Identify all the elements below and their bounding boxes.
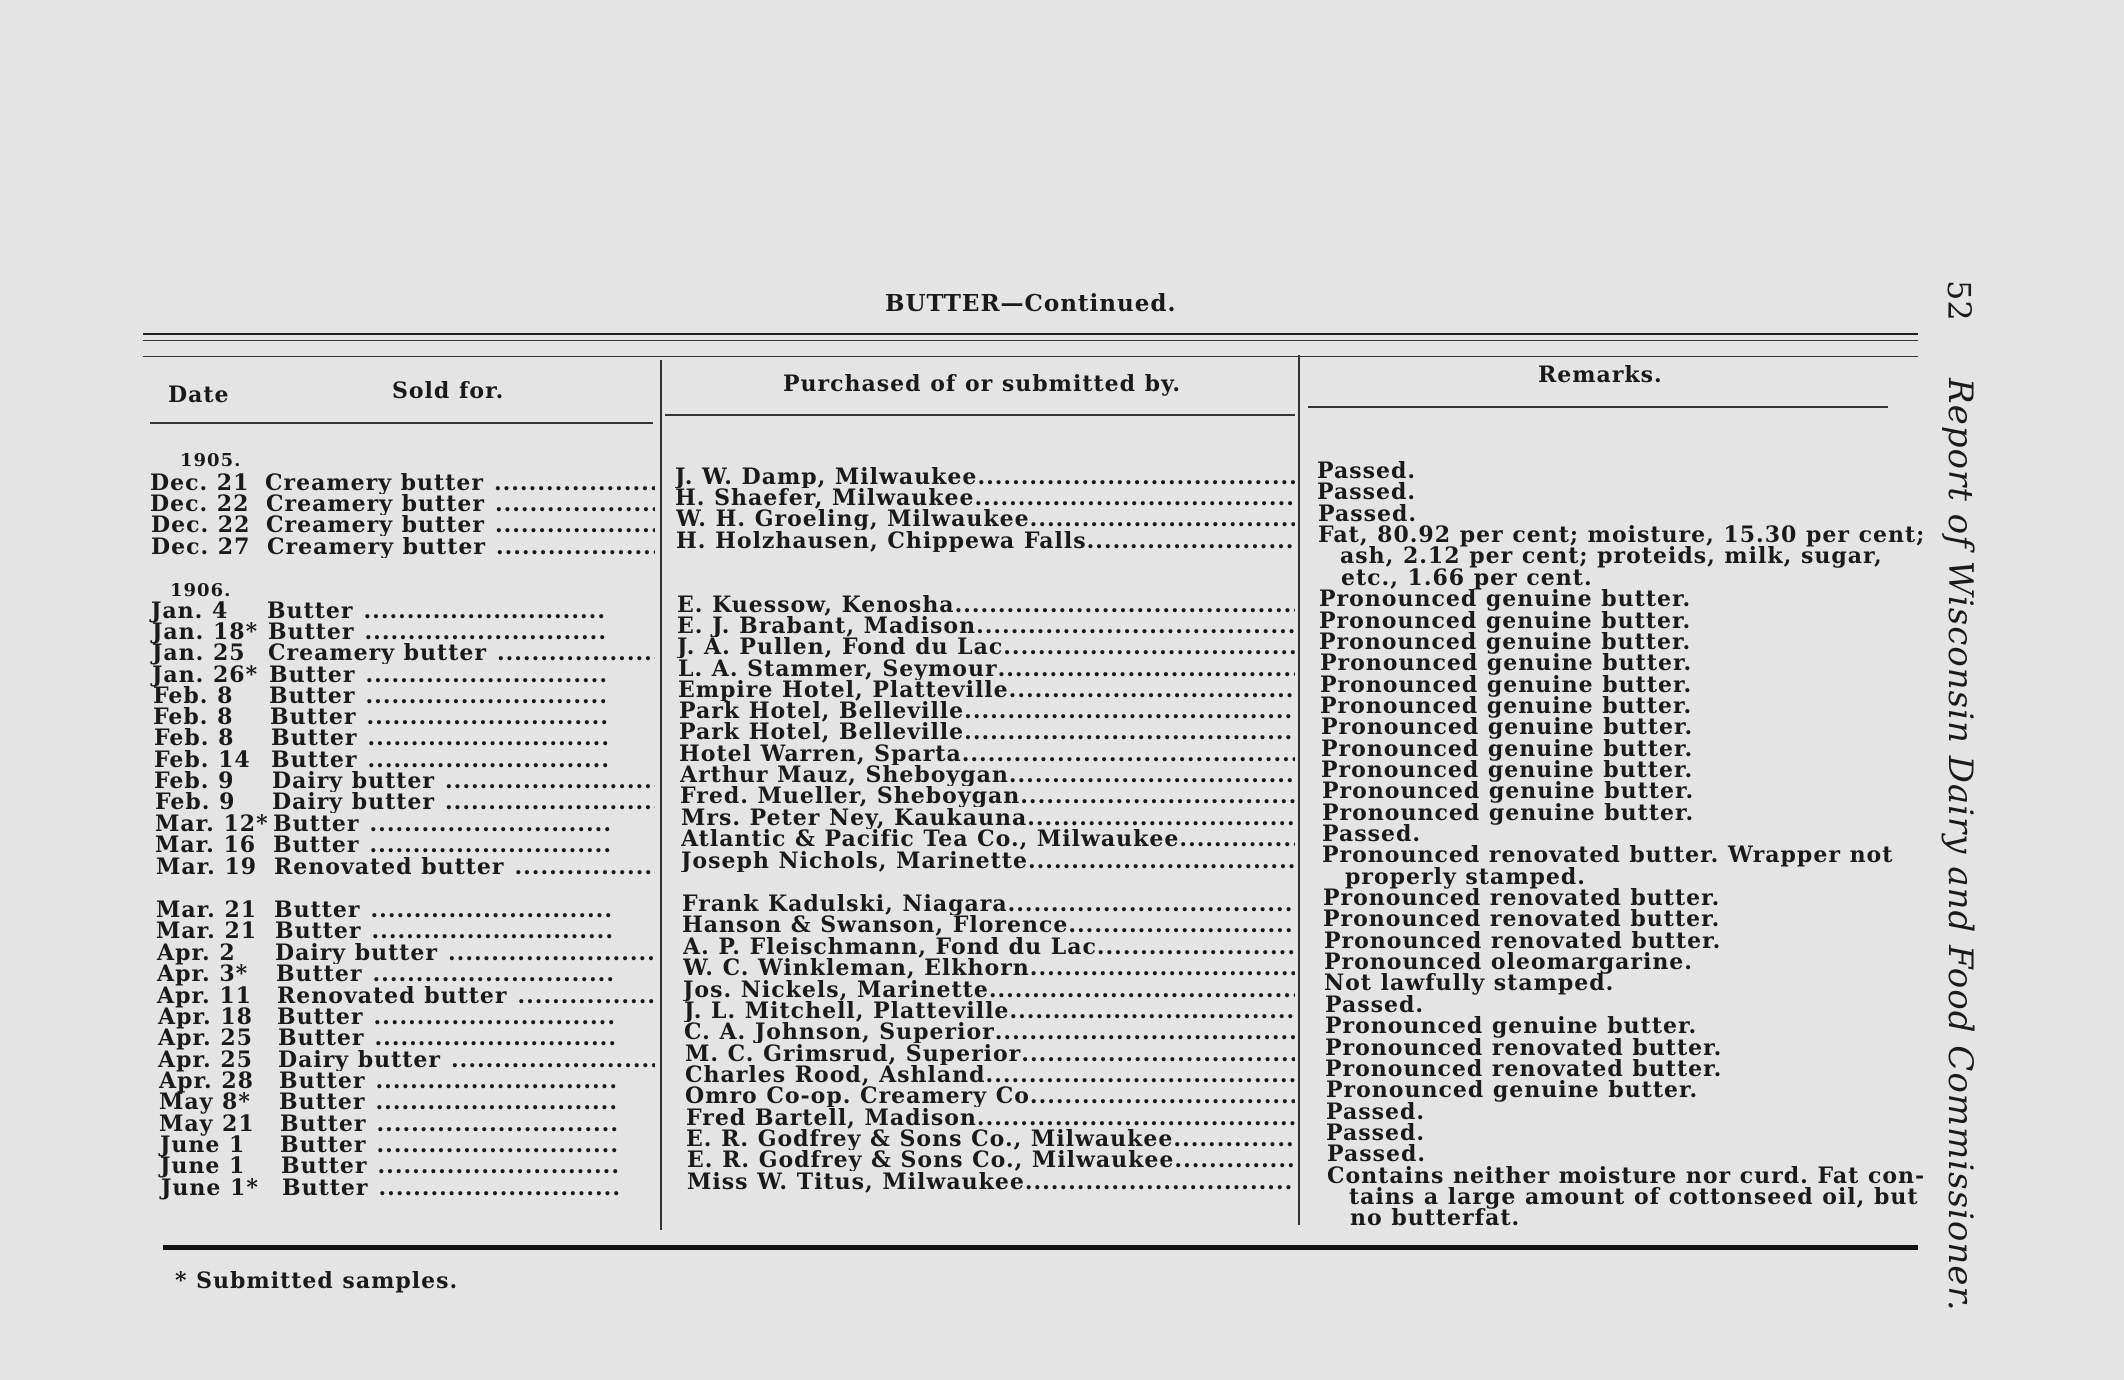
row-sold-for (276, 963, 655, 985)
row-sold-for (267, 600, 655, 622)
sold-for-text: Butter (271, 749, 358, 771)
row-date: Dec. 22 (150, 491, 250, 517)
purchased-by-text: Atlantic & Pacific Tea Co., Milwaukee (681, 828, 1180, 850)
sold-for-text: Butter (268, 621, 355, 643)
sold-for-text: Creamery butter (268, 642, 487, 664)
sold-for-text: Butter (279, 1070, 366, 1092)
year-1906: 1906. (170, 580, 232, 601)
remark-line: Passed. (1326, 1119, 1426, 1146)
sold-for-text: Butter (276, 963, 363, 985)
purchased-by-text: J. A. Pullen, Fond du Lac (677, 636, 1004, 658)
remark-line: Pronounced genuine butter. (1319, 586, 1692, 613)
dot-leader (1030, 1085, 1295, 1107)
sold-for-text: Dairy butter (275, 942, 439, 964)
row-purchased-by (683, 936, 1295, 958)
remark-line: Pronounced genuine butter. (1322, 778, 1695, 805)
purchased-by-text: Fred. Mueller, Sheboygan (680, 785, 1021, 807)
row-date: Mar. 12* (155, 811, 269, 837)
row-purchased-by (686, 1107, 1295, 1129)
column-divider-1 (660, 360, 662, 1230)
row-sold-for (268, 642, 655, 664)
remark-line: Not lawfully stamped. (1324, 970, 1615, 997)
dot-leader (364, 600, 604, 622)
purchased-by-text: Omro Co-op. Creamery Co (685, 1085, 1030, 1107)
dot-leader (976, 615, 1295, 637)
dot-leader (1020, 785, 1295, 807)
row-date: Apr. 3* (157, 961, 249, 987)
row-purchased-by (684, 1000, 1295, 1022)
row-sold-for (277, 1006, 655, 1028)
purchased-by-text: J. W. Damp, Milwaukee (675, 466, 978, 488)
sold-for-text: Renovated butter (277, 985, 508, 1007)
dot-leader (977, 1107, 1295, 1129)
row-purchased-by (682, 914, 1295, 936)
dot-leader (376, 1091, 616, 1113)
dot-leader (377, 1113, 617, 1135)
dot-leader (368, 727, 608, 749)
dot-leader (376, 1070, 616, 1092)
remark-line: etc., 1.66 per cent. (1341, 564, 1593, 591)
row-purchased-by (678, 658, 1295, 680)
sold-for-text: Renovated butter (274, 856, 505, 878)
row-date: Feb. 14 (154, 747, 251, 773)
row-date: Apr. 25 (158, 1047, 253, 1073)
year-1905: 1905. (180, 450, 242, 471)
row-purchased-by (677, 594, 1295, 616)
row-purchased-by (676, 508, 1295, 530)
purchased-by-text: Park Hotel, Belleville (679, 721, 965, 743)
dot-leader (1030, 508, 1295, 530)
column-divider-2 (1298, 355, 1300, 1225)
sold-for-text: Dairy butter (272, 791, 436, 813)
dot-leader (370, 813, 610, 835)
row-purchased-by (682, 893, 1295, 915)
purchased-by-text: Charles Rood, Ashland (685, 1064, 986, 1086)
remark-line: Passed. (1326, 1098, 1426, 1125)
row-sold-for (267, 536, 655, 558)
remark-line: Passed. (1318, 500, 1418, 527)
row-purchased-by (680, 764, 1295, 786)
sold-for-text: Butter (280, 1134, 367, 1156)
dot-leader (1174, 1149, 1295, 1171)
row-date: June 1* (161, 1175, 259, 1201)
row-date: Mar. 16 (155, 832, 257, 858)
purchased-by-text: Jos. Nickels, Marinette (683, 979, 989, 1001)
row-sold-for (265, 472, 655, 494)
header-remarks: Remarks. (1538, 362, 1663, 388)
dot-leader (496, 536, 655, 558)
sold-for-text: Butter (282, 1177, 369, 1199)
row-sold-for (271, 749, 655, 771)
bottom-rule (163, 1245, 1918, 1250)
sold-for-text: Butter (275, 920, 362, 942)
row-sold-for (279, 1091, 655, 1113)
sold-for-text: Creamery butter (267, 536, 486, 558)
row-sold-for (269, 685, 655, 707)
remark-line: ash, 2.12 per cent; proteids, milk, sugar, (1340, 543, 1883, 570)
dot-leader (1009, 1000, 1295, 1022)
dot-leader (495, 514, 655, 536)
header-rule-left (150, 422, 653, 424)
row-date: Dec. 21 (150, 470, 250, 496)
row-purchased-by (676, 530, 1295, 552)
dot-leader (365, 621, 605, 643)
row-sold-for (269, 664, 655, 686)
remark-line: Contains neither moisture nor curd. Fat con- (1327, 1162, 1926, 1189)
row-date: Apr. 18 (158, 1004, 253, 1030)
row-purchased-by (681, 828, 1295, 850)
dot-leader (995, 1021, 1295, 1043)
dot-leader (371, 899, 611, 921)
row-sold-for (268, 621, 655, 643)
remark-line: Pronounced oleomargarine. (1324, 949, 1693, 975)
sold-for-text: Butter (274, 899, 361, 921)
row-date: June 1 (160, 1132, 246, 1158)
sold-for-text: Butter (269, 685, 356, 707)
dot-leader (1025, 1171, 1295, 1193)
purchased-by-text: Mrs. Peter Ney, Kaukauna (681, 807, 1028, 829)
row-sold-for (277, 985, 655, 1007)
row-purchased-by (675, 466, 1295, 488)
page-title: BUTTER—Continued. (885, 290, 1177, 317)
purchased-by-text: W. H. Groeling, Milwaukee (676, 508, 1030, 530)
row-purchased-by (679, 743, 1295, 765)
row-purchased-by (681, 807, 1295, 829)
dot-leader (497, 642, 655, 664)
running-head: Report of Wisconsin Dairy and Food Commissioner. (1940, 378, 1980, 1312)
row-sold-for (272, 791, 655, 813)
row-date: Feb. 9 (155, 789, 236, 815)
remark-line: Pronounced genuine butter. (1321, 756, 1694, 783)
purchased-by-text: H. Holzhausen, Chippewa Falls (676, 530, 1087, 552)
sold-for-text: Creamery butter (266, 493, 485, 515)
row-date: Jan. 25 (152, 640, 246, 666)
purchased-by-text: A. P. Fleischmann, Fond du Lac (683, 936, 1097, 958)
row-purchased-by (686, 1128, 1295, 1150)
row-date: Jan. 18* (152, 619, 259, 645)
purchased-by-text: Empire Hotel, Platteville (678, 679, 1009, 701)
sold-for-text: Butter (277, 1006, 364, 1028)
row-sold-for (280, 1113, 655, 1135)
purchased-by-text: W. C. Winkleman, Elkhorn (683, 957, 1030, 979)
sold-for-text: Creamery butter (265, 472, 484, 494)
remark-line: Pronounced renovated butter. Wrapper not (1322, 842, 1894, 869)
remark-line: Pronounced genuine butter. (1321, 735, 1694, 762)
header-sold-for: Sold for. (392, 378, 505, 404)
row-sold-for (278, 1049, 655, 1071)
remark-line: Passed. (1327, 1141, 1427, 1168)
dot-leader (445, 770, 655, 792)
purchased-by-text: Hotel Warren, Sparta (679, 743, 962, 765)
row-sold-for (279, 1070, 655, 1092)
row-purchased-by (687, 1149, 1295, 1171)
sold-for-text: Butter (278, 1027, 365, 1049)
remark-line: tains a large amount of cottonseed oil, but (1349, 1183, 1919, 1210)
row-sold-for (266, 493, 655, 515)
row-sold-for (280, 1134, 655, 1156)
row-purchased-by (683, 979, 1295, 1001)
header-purchased: Purchased of or submitted by. (783, 371, 1181, 397)
remark-line: Pronounced genuine butter. (1319, 607, 1692, 634)
remark-line: Pronounced genuine butter. (1321, 714, 1694, 741)
row-purchased-by (681, 850, 1295, 872)
row-date: Mar. 21 (156, 918, 258, 944)
remark-line: properly stamped. (1345, 863, 1586, 890)
dot-leader (1097, 936, 1295, 958)
row-sold-for (272, 770, 655, 792)
row-date: Mar. 19 (156, 854, 258, 880)
row-purchased-by (683, 957, 1295, 979)
dot-leader (964, 700, 1295, 722)
row-date: Feb. 8 (154, 725, 235, 751)
row-purchased-by (685, 1043, 1295, 1065)
dot-leader (495, 493, 655, 515)
dot-leader (1009, 679, 1295, 701)
row-date: June 1 (160, 1153, 246, 1179)
top-rule-inner (143, 340, 1918, 341)
row-sold-for (274, 856, 655, 878)
dot-leader (989, 979, 1295, 1001)
dot-leader (1173, 1128, 1295, 1150)
sold-for-text: Dairy butter (272, 770, 436, 792)
dot-leader (377, 1134, 617, 1156)
purchased-by-text: E. R. Godfrey & Sons Co., Milwaukee (687, 1149, 1175, 1171)
dot-leader (977, 466, 1295, 488)
dot-leader (1008, 893, 1295, 915)
sold-for-text: Butter (273, 813, 360, 835)
row-date: May 8* (159, 1089, 251, 1115)
dot-leader (1003, 636, 1295, 658)
dot-leader (1028, 850, 1295, 872)
row-sold-for (270, 706, 655, 728)
footnote: * Submitted samples. (175, 1268, 459, 1294)
dot-leader (1030, 957, 1295, 979)
row-date: Jan. 4 (151, 598, 229, 624)
row-purchased-by (677, 636, 1295, 658)
remark-line: Fat, 80.92 per cent; moisture, 15.30 per cent; (1318, 522, 1926, 548)
row-sold-for (274, 899, 655, 921)
header-rule-mid (665, 414, 1295, 416)
dot-leader (372, 920, 612, 942)
row-date: Mar. 21 (156, 897, 258, 923)
row-sold-for (271, 727, 655, 749)
purchased-by-text: J. L. Mitchell, Platteville (684, 1000, 1010, 1022)
dot-leader (494, 472, 655, 494)
row-date: Apr. 25 (158, 1025, 253, 1051)
row-date: Apr. 28 (159, 1068, 254, 1094)
remark-line: Pronounced renovated butter. (1324, 927, 1722, 954)
row-date: Dec. 27 (151, 534, 251, 560)
remark-line: Pronounced renovated butter. (1325, 1034, 1723, 1061)
row-sold-for (281, 1155, 655, 1177)
dot-leader (1179, 828, 1295, 850)
row-date: Dec. 22 (151, 512, 251, 538)
row-purchased-by (678, 679, 1295, 701)
row-purchased-by (679, 721, 1295, 743)
dot-leader (366, 664, 606, 686)
dot-leader (964, 721, 1295, 743)
sold-for-text: Butter (267, 600, 354, 622)
sold-for-text: Butter (279, 1091, 366, 1113)
purchased-by-text: E. J. Brabant, Madison (677, 615, 977, 637)
row-purchased-by (684, 1021, 1295, 1043)
row-purchased-by (685, 1085, 1295, 1107)
row-sold-for (282, 1177, 655, 1199)
dot-leader (998, 658, 1295, 680)
remark-line: Pronounced renovated butter. (1323, 906, 1721, 933)
purchased-by-text: M. C. Grimsrud, Superior (685, 1043, 1022, 1065)
dot-leader (1021, 1043, 1295, 1065)
dot-leader (445, 791, 655, 813)
dot-leader (370, 834, 610, 856)
dot-leader (1009, 764, 1295, 786)
header-rule-right (1308, 406, 1888, 408)
row-sold-for (273, 834, 655, 856)
row-sold-for (275, 942, 655, 964)
row-date: Jan. 26* (152, 662, 259, 688)
dot-leader (514, 856, 655, 878)
sold-for-text: Butter (280, 1113, 367, 1135)
dot-leader (1087, 530, 1295, 552)
purchased-by-text: Miss W. Titus, Milwaukee (687, 1171, 1025, 1193)
remark-line: Passed. (1325, 991, 1425, 1018)
dot-leader (378, 1155, 618, 1177)
dot-leader (517, 985, 655, 1007)
dot-leader (975, 487, 1295, 509)
row-sold-for (278, 1027, 655, 1049)
remark-line: Pronounced genuine butter. (1326, 1077, 1699, 1104)
remark-line: no butterfat. (1350, 1205, 1521, 1232)
row-sold-for (275, 920, 655, 942)
remark-line: Pronounced genuine butter. (1320, 650, 1693, 677)
sold-for-text: Butter (273, 834, 360, 856)
header-date: Date (168, 382, 230, 408)
row-sold-for (266, 514, 655, 536)
sold-for-text: Butter (281, 1155, 368, 1177)
top-rule (143, 333, 1918, 335)
purchased-by-text: L. A. Stammer, Seymour (678, 658, 998, 680)
purchased-by-text: Park Hotel, Belleville (679, 700, 965, 722)
row-date: Feb. 8 (153, 704, 234, 730)
dot-leader (375, 1027, 615, 1049)
dot-leader (373, 963, 613, 985)
dot-leader (366, 685, 606, 707)
dot-leader (962, 743, 1295, 765)
remark-line: Pronounced genuine butter. (1320, 671, 1693, 698)
sold-for-text: Butter (270, 706, 357, 728)
row-date: Apr. 11 (157, 983, 252, 1009)
remark-line: Passed. (1317, 479, 1417, 506)
remark-line: Pronounced renovated butter. (1325, 1055, 1723, 1082)
dot-leader (1068, 914, 1295, 936)
remark-line: Pronounced renovated butter. (1323, 885, 1721, 911)
row-purchased-by (677, 615, 1295, 637)
purchased-by-text: Hanson & Swanson, Florence (682, 914, 1069, 936)
sold-for-text: Creamery butter (266, 514, 485, 536)
row-purchased-by (680, 785, 1295, 807)
purchased-by-text: H. Shaefer, Milwaukee (675, 487, 975, 509)
purchased-by-text: C. A. Johnson, Superior (684, 1021, 995, 1043)
dot-leader (986, 1064, 1295, 1086)
dot-leader (448, 942, 655, 964)
remark-line: Pronounced genuine butter. (1320, 692, 1693, 719)
row-purchased-by (679, 700, 1295, 722)
purchased-by-text: Fred Bartell, Madison (686, 1107, 977, 1129)
purchased-by-text: E. R. Godfrey & Sons Co., Milwaukee (686, 1128, 1174, 1150)
purchased-by-text: E. Kuessow, Kenosha (677, 594, 955, 616)
purchased-by-text: Joseph Nichols, Marinette (681, 850, 1028, 872)
dot-leader (368, 749, 608, 771)
row-date: May 21 (159, 1111, 255, 1137)
sold-for-text: Butter (271, 727, 358, 749)
row-purchased-by (675, 487, 1295, 509)
sold-for-text: Dairy butter (278, 1049, 442, 1071)
dot-leader (955, 594, 1295, 616)
remark-line: Pronounced genuine butter. (1319, 628, 1692, 655)
dot-leader (367, 706, 607, 728)
dot-leader (374, 1006, 614, 1028)
remark-line: Pronounced genuine butter. (1322, 799, 1695, 826)
purchased-by-text: Frank Kadulski, Niagara (682, 893, 1008, 915)
remark-line: Passed. (1322, 821, 1422, 847)
remark-line: Pronounced genuine butter. (1325, 1013, 1698, 1040)
row-purchased-by (687, 1171, 1295, 1193)
dot-leader (451, 1049, 655, 1071)
header-top-rule (143, 356, 1918, 357)
remark-line: Passed. (1317, 458, 1417, 484)
row-date: Feb. 8 (153, 683, 234, 709)
sold-for-text: Butter (269, 664, 356, 686)
row-purchased-by (685, 1064, 1295, 1086)
dot-leader (379, 1177, 619, 1199)
row-sold-for (273, 813, 655, 835)
dot-leader (1027, 807, 1295, 829)
row-date: Feb. 9 (154, 768, 235, 794)
purchased-by-text: Arthur Mauz, Sheboygan (680, 764, 1009, 786)
row-date: Apr. 2 (157, 940, 236, 966)
page-number: 52 (1940, 280, 1978, 321)
